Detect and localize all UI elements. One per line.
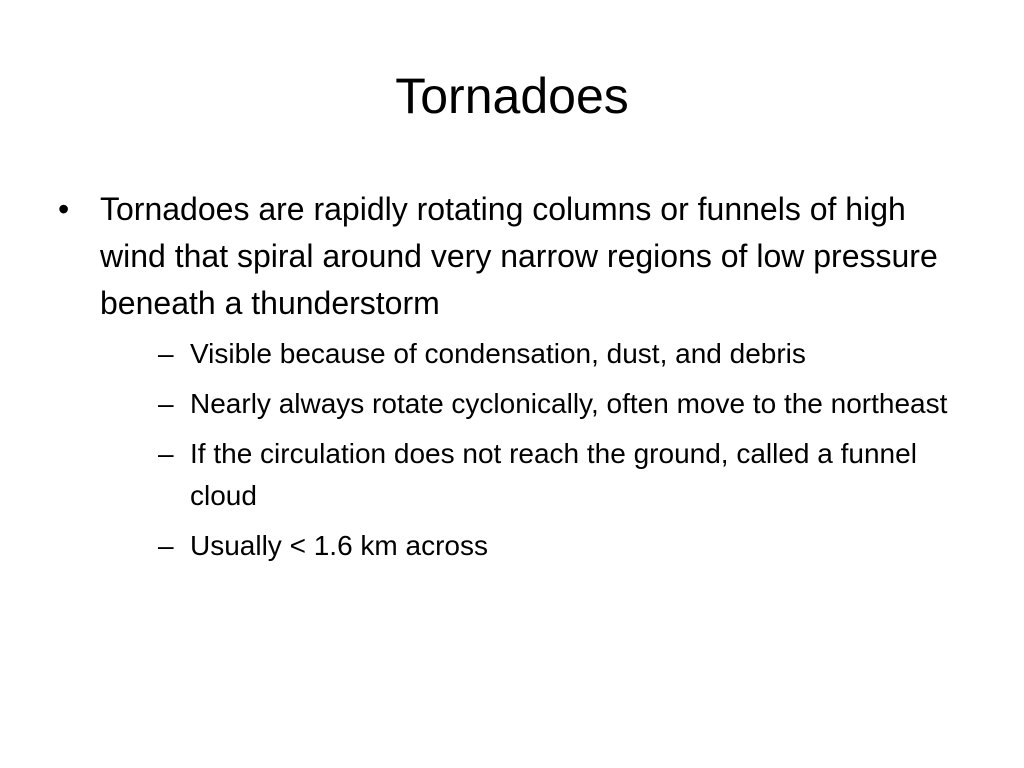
sub-bullet-text: Nearly always rotate cyclonically, often move to the northeast — [190, 388, 948, 419]
sub-bullet-text: If the circulation does not reach the ground, called a funnel cloud — [190, 438, 917, 511]
bullet-marker: • — [58, 191, 70, 227]
sub-bullet-item — [100, 433, 976, 517]
sub-bullet-item — [100, 525, 976, 567]
sub-bullet-text: Usually < 1.6 km across — [190, 530, 488, 561]
sub-bullet-marker: – — [158, 530, 174, 561]
sub-bullet-marker: – — [158, 388, 174, 419]
bullet-text: Tornadoes are rapidly rotating columns or funnels of high wind that spiral around very narrow regions of low pressure beneath a thunderstorm — [100, 191, 938, 321]
sub-bullet-marker: – — [158, 438, 174, 469]
sub-bullet-marker: – — [158, 338, 174, 369]
bullet-item — [56, 186, 976, 567]
sub-bullet-item — [100, 383, 976, 425]
sub-bullet-item — [100, 333, 976, 375]
slide-title: Tornadoes — [395, 68, 629, 124]
sub-bullet-list — [100, 333, 976, 567]
bullet-list — [56, 186, 976, 575]
sub-bullet-text: Visible because of condensation, dust, and debris — [190, 338, 806, 369]
